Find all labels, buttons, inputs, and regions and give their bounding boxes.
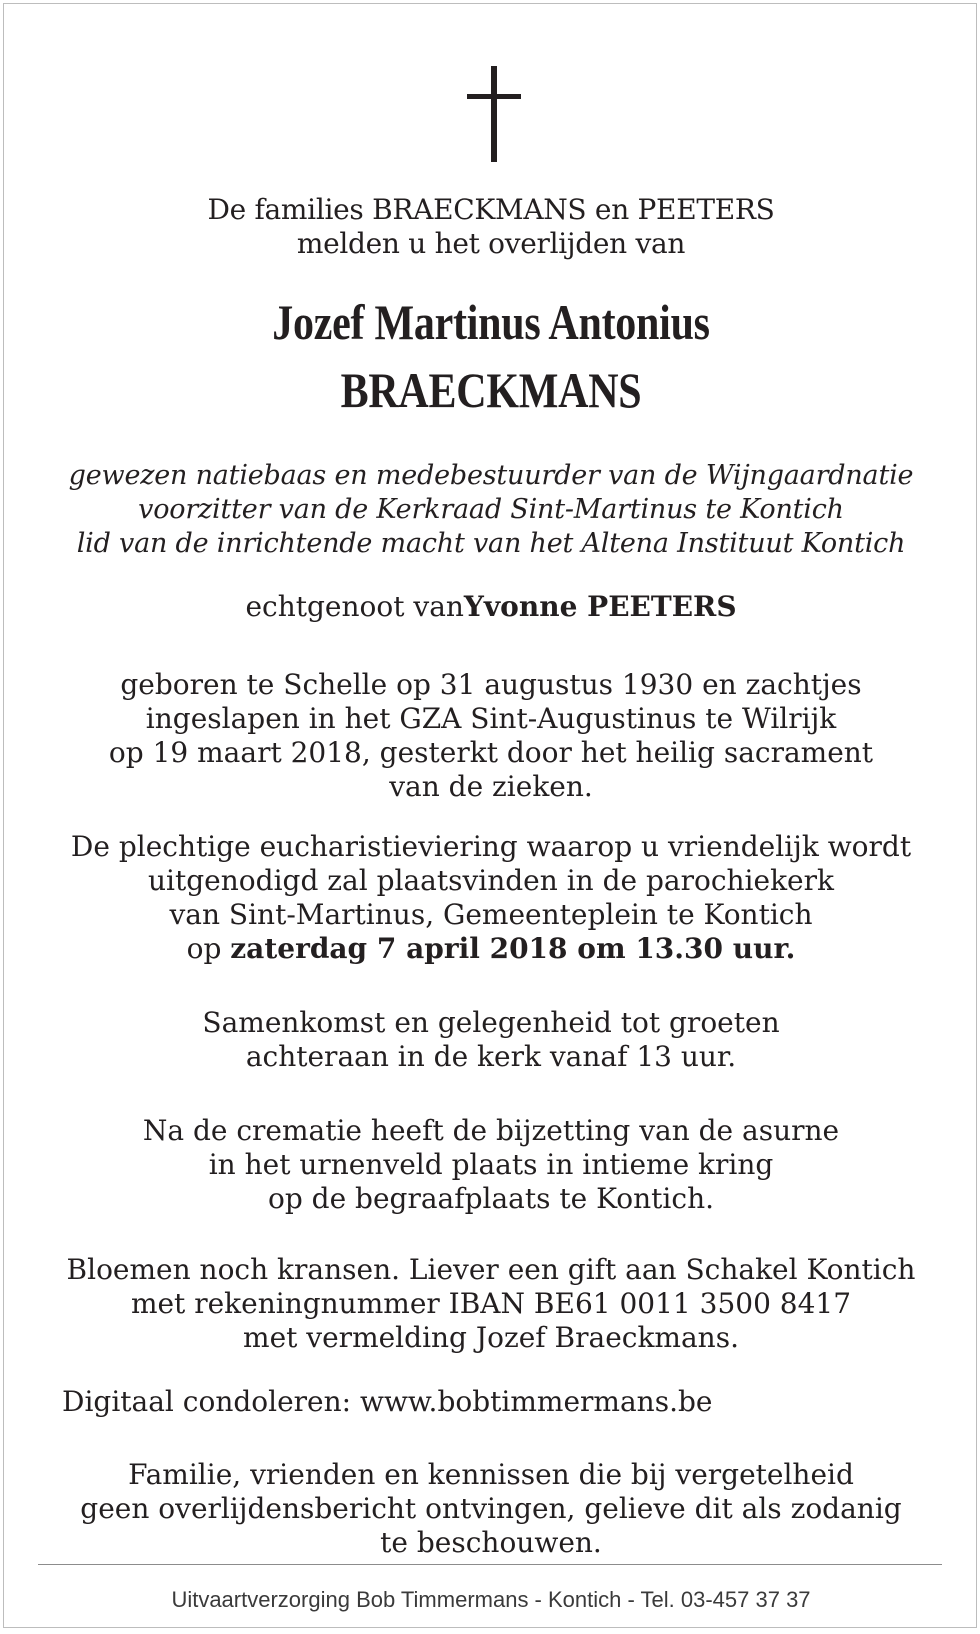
surname: BRAECKMANS bbox=[340, 362, 642, 418]
service-paragraph bbox=[4, 830, 978, 966]
paragraph-line: De plechtige eucharistieviering waarop u vriendelijk wordt bbox=[70, 830, 912, 863]
cremation-paragraph bbox=[4, 1114, 978, 1216]
paragraph-line: geen overlijdensbericht ontvingen, gelieve dit als zodanig bbox=[80, 1492, 902, 1525]
title-line: voorzitter van de Kerkraad Sint-Martinus te Kontich bbox=[138, 494, 844, 525]
paragraph-line: Familie, vrienden en kennissen die bij vergetelheid bbox=[128, 1458, 854, 1491]
paragraph-line: achteraan in de kerk vanaf 13 uur. bbox=[245, 1040, 737, 1073]
paragraph-line: Samenkomst en gelegenheid tot groeten bbox=[202, 1006, 780, 1039]
spouse-line bbox=[4, 590, 978, 624]
footer-text: Uitvaartverzorging Bob Timmermans - Kontich - Tel. 03-457 37 37 bbox=[171, 1587, 811, 1612]
paragraph-line: geboren te Schelle op 31 augustus 1930 en zachtjes bbox=[120, 668, 862, 701]
gathering-paragraph bbox=[4, 1006, 978, 1074]
paragraph-line: uitgenodigd zal plaatsvinden in de parochiekerk bbox=[148, 864, 834, 897]
service-date: zaterdag 7 april 2018 om 13.30 uur. bbox=[230, 932, 796, 965]
paragraph-line: ingeslapen in het GZA Sint-Augustinus te Wilrijk bbox=[145, 702, 837, 735]
title-line: lid van de inrichtende macht van het Altena Instituut Kontich bbox=[76, 528, 906, 559]
intro-line: De families BRAECKMANS en PEETERS bbox=[207, 193, 775, 226]
birth-death-paragraph bbox=[4, 668, 978, 804]
intro-text bbox=[4, 193, 978, 261]
paragraph-line: van Sint-Martinus, Gemeenteplein te Kontich bbox=[169, 898, 813, 931]
paragraph-line: met vermelding Jozef Braeckmans. bbox=[243, 1321, 739, 1354]
paragraph-line: op 19 maart 2018, gesterkt door het heilig sacrament bbox=[108, 736, 874, 769]
intro-line: melden u het overlijden van bbox=[296, 227, 686, 260]
condolence-line: Digitaal condoleren: www.bobtimmermans.be bbox=[62, 1385, 713, 1418]
paragraph-line: Bloemen noch kransen. Liever een gift aan Schakel Kontich bbox=[66, 1253, 916, 1286]
paragraph-line: Na de crematie heeft de bijzetting van de asurne bbox=[142, 1114, 840, 1147]
date-prefix: op bbox=[186, 932, 222, 965]
paragraph-line: te beschouwen. bbox=[380, 1526, 602, 1559]
family-note bbox=[4, 1458, 978, 1560]
given-names: Jozef Martinus Antonius bbox=[272, 294, 710, 350]
flowers-paragraph bbox=[4, 1253, 978, 1355]
service-date-line bbox=[4, 932, 978, 966]
paragraph-line: van de zieken. bbox=[389, 770, 593, 803]
cross-icon bbox=[467, 66, 521, 162]
death-notice bbox=[3, 3, 977, 1628]
footer-divider bbox=[38, 1564, 942, 1565]
paragraph-line: met rekeningnummer IBAN BE61 0011 3500 8417 bbox=[130, 1287, 852, 1320]
paragraph-line: op de begraafplaats te Kontich. bbox=[267, 1182, 715, 1215]
deceased-name bbox=[82, 288, 900, 424]
paragraph-line: in het urnenveld plaats in intieme kring bbox=[208, 1148, 774, 1181]
titles bbox=[4, 459, 978, 561]
title-line: gewezen natiebaas en medebestuurder van de Wijngaardnatie bbox=[68, 460, 914, 491]
spouse-prefix: echtgenoot van bbox=[245, 590, 464, 623]
spouse-name: Yvonne PEETERS bbox=[463, 590, 737, 623]
